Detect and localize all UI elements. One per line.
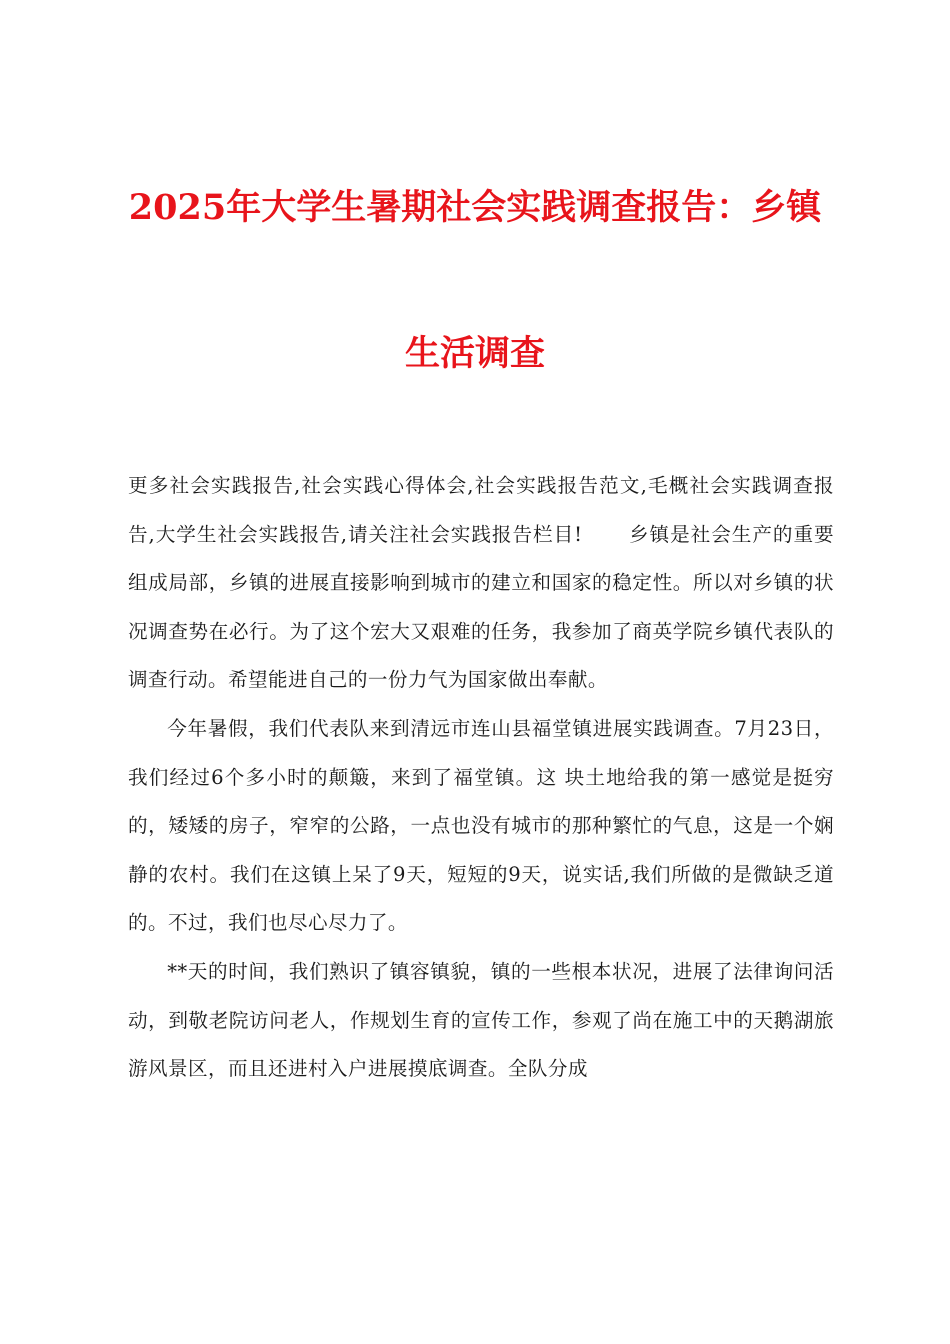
paragraph-3: **天的时间，我们熟识了镇容镇貌，镇的一些根本状况，进展了法律询问活动，到敬老院访问老人，作规划生育的宣传工作，参观了尚在施工中的天鹅湖旅游风景区，而且还进村入户进展摸底调查。全队分成 xyxy=(128,959,834,1081)
paragraph-1 xyxy=(128,462,834,705)
document-body xyxy=(128,462,834,1094)
paragraph-1-lead: 更多社会实践报告,社会实践心得体会,社会实践报告范文,毛概社会实践调查报告,大学生社会实践报告,请关注社会实践报告栏目! xyxy=(128,474,834,546)
document-title-line-2: 生活调查 xyxy=(404,333,545,374)
paragraph-1-rest: 乡镇是社会生产的重要组成局部，乡镇的进展直接影响到城市的建立和国家的稳定性。所以对乡镇的状况调查势在必行。为了这个宏大又艰难的任务，我参加了商英学院乡镇代表队的调查行动。希望能进自己的一份力气为国家做出奉献。 xyxy=(128,522,834,692)
document-title-line-1: 2025年大学生暑期社会实践调查报告：乡镇 xyxy=(128,187,822,228)
paragraph-2: 今年暑假，我们代表队来到清远市连山县福堂镇进展实践调查。7月23日，我们经过6个多小时的颠簸，来到了福堂镇。这 块土地给我的第一感觉是挺穷的，矮矮的房子，窄窄的公路，一点也没有城市的那种繁忙的气息，这是一个娴静的农村。我们在这镇上呆了9天，短短的9天，说实话,我们所做的是微缺乏道的。不过，我们也尽心尽力了。 xyxy=(128,716,834,935)
